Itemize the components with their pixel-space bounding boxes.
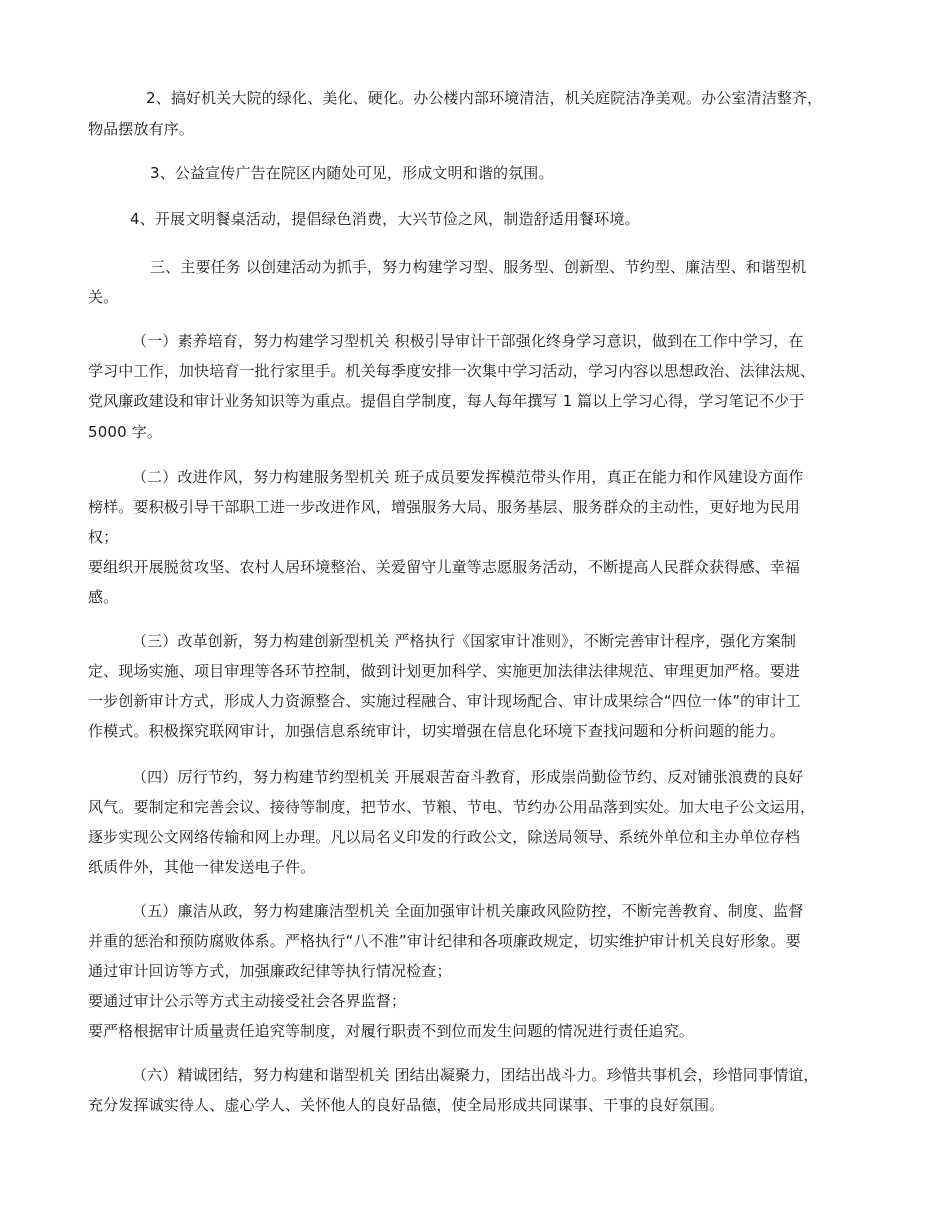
paragraph-line: 作模式。积极探究联网审计，加强信息系统审计，切实增强在信息化环境下查找问题和分析问题的能力。: [88, 722, 785, 740]
paragraph-line: 5000 字。: [88, 423, 162, 441]
paragraph-line: 要严格根据审计质量责任追究等制度，对履行职责不到位而发生问题的情况进行责任追究。: [88, 1022, 695, 1040]
paragraph-line: 权；: [88, 528, 119, 546]
paragraph-line: （六）精诚团结，努力构建和谐型机关 团结出凝聚力，团结出战斗力。珍惜共事机会，珍惜同事情谊，: [132, 1066, 819, 1084]
paragraph-line: （三）改革创新，努力构建创新型机关 严格执行《国家审计准则》，不断完善审计程序，强化方案制: [132, 632, 797, 650]
paragraph-line: 物品摆放有序。: [88, 120, 195, 138]
paragraph-line: 纸质件外，其他一律发送电子件。: [88, 858, 316, 876]
paragraph-line: 要组织开展脱贫攻坚、农村人居环境整治、关爱留守儿童等志愿服务活动，不断提高人民群众获得感、幸福: [88, 558, 801, 576]
paragraph-line: 学习中工作，加快培育一批行家里手。机关每季度安排一次集中学习活动，学习内容以思想政治、法律法规、: [88, 362, 816, 380]
paragraph-line: 要通过审计公示等方式主动接受社会各界监督；: [88, 992, 407, 1010]
paragraph-line: 充分发挥诚实待人、虚心学人、关怀他人的良好品德，使全局形成共同谋事、干事的良好氛围。: [88, 1096, 725, 1114]
paragraph-line: 3、公益宣传广告在院区内随处可见，形成文明和谐的氛围。: [150, 164, 554, 182]
paragraph-line: 2、搞好机关大院的绿化、美化、硬化。办公楼内部环境清洁，机关庭院洁净美观。办公室清洁整齐，: [146, 89, 823, 107]
paragraph-line: 定、现场实施、项目审理等各环节控制，做到计划更加科学、实施更加法律法律规范、审理更加严格。要进: [88, 662, 801, 680]
paragraph-line: 4、开展文明餐桌活动，提倡绿色消费，大兴节俭之风，制造舒适用餐环境。: [130, 210, 640, 228]
paragraph-line: （五）廉洁从政，努力构建廉洁型机关 全面加强审计机关廉政风险防控，不断完善教育、制度、监督: [132, 902, 804, 920]
paragraph-line: 一步创新审计方式，形成人力资源整合、实施过程融合、审计现场配合、审计成果综合“四位一体”的审计工: [88, 692, 801, 710]
paragraph-line: 感。: [88, 588, 119, 606]
paragraph-line: 并重的惩治和预防腐败体系。严格执行“八不准”审计纪律和各项廉政规定，切实维护审计机关良好形象。要: [88, 932, 801, 950]
paragraph-line: 逐步实现公文网络传输和网上办理。凡以局名义印发的行政公文，除送局领导、系统外单位和主办单位存档: [88, 828, 801, 846]
paragraph-line: （一）素养培育，努力构建学习型机关 积极引导审计干部强化终身学习意识，做到在工作中学习，在: [132, 332, 804, 350]
paragraph-line: （四）厉行节约，努力构建节约型机关 开展艰苦奋斗教育，形成崇尚勤俭节约、反对铺张浪费的良好: [132, 768, 804, 786]
section-heading-line: 三、主要任务 以创建活动为抓手，努力构建学习型、服务型、创新型、节约型、廉洁型、和谐型机: [150, 258, 807, 276]
paragraph-line: 风气。要制定和完善会议、接待等制度，把节水、节粮、节电、节约办公用品落到实处。加大电子公文运用，: [88, 798, 816, 816]
paragraph-line: 党风廉政建设和审计业务知识等为重点。提倡自学制度，每人每年撰写 1 篇以上学习心得，学习笔记不少于: [88, 392, 805, 410]
paragraph-line: 榜样。要积极引导干部职工进一步改进作风，增强服务大局、服务基层、服务群众的主动性，更好地为民用: [88, 498, 801, 516]
paragraph-line: （二）改进作风，努力构建服务型机关 班子成员要发挥模范带头作用，真正在能力和作风建设方面作: [132, 468, 804, 486]
section-heading-line: 关。: [88, 288, 119, 306]
paragraph-line: 通过审计回访等方式，加强廉政纪律等执行情况检查；: [88, 962, 452, 980]
